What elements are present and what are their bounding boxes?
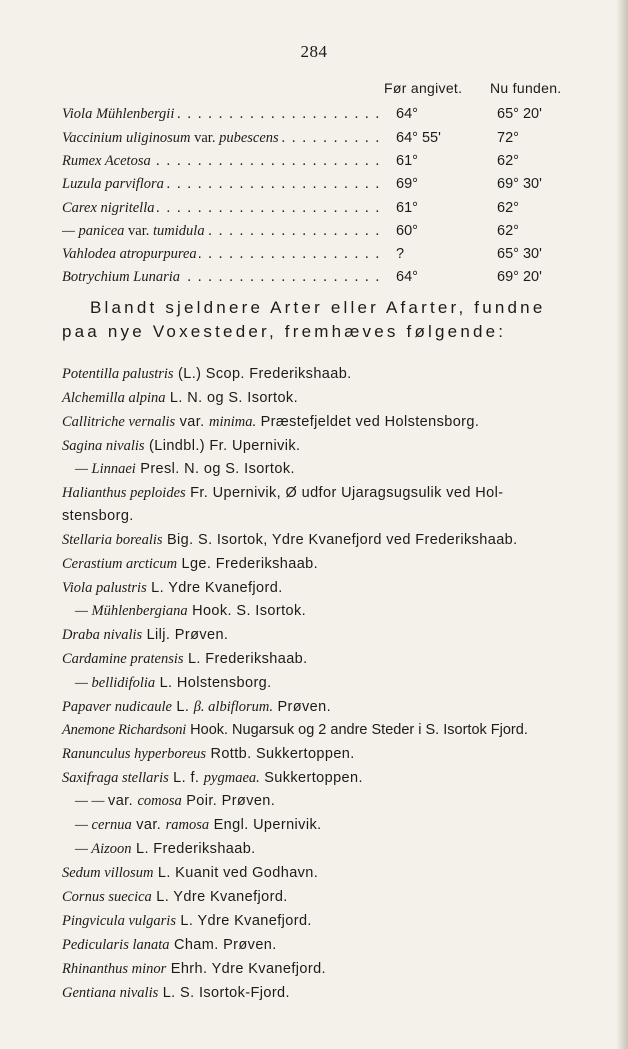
before-value: 61° [396, 200, 418, 216]
variety-name: comosa [137, 793, 182, 809]
list-item [75, 841, 256, 858]
list-item [62, 485, 503, 502]
column-header-now: Nu funden. [490, 80, 562, 96]
locality: Præstefjeldet ved Holstensborg. [256, 414, 480, 430]
species-name: Cerastium arcticum [62, 556, 178, 572]
locality: Sukkertoppen. [259, 770, 363, 786]
authority-locality: Hook. Nugarsuk og 2 andre Steder i S. Isortok Fjord. [186, 722, 528, 738]
authority-locality: (L.) Scop. Frederikshaab. [173, 366, 352, 382]
species-name: Luzula parviflora [62, 176, 164, 192]
list-item [75, 603, 306, 620]
species-name: Cardamine pratensis [62, 651, 184, 667]
list-item [62, 438, 300, 455]
species-name: Stellaria borealis [62, 532, 163, 548]
variety-name: pubescens [219, 130, 279, 146]
species-name: Draba nivalis [62, 627, 143, 643]
list-item [75, 461, 295, 478]
variety-label: var. [190, 130, 220, 146]
page-number: 284 [300, 42, 328, 61]
now-value: 62° [497, 153, 519, 169]
list-item-continuation [62, 508, 134, 525]
authority-locality: L. Kuanit ved Godhavn. [153, 865, 319, 881]
variety-name: ramosa [165, 817, 210, 833]
authority-locality: Presl. N. og S. Isortok. [135, 461, 295, 477]
authority-locality: L. Ydre Kvanefjord. [151, 889, 288, 905]
list-item [62, 627, 228, 644]
locality: Prøven. [273, 699, 332, 715]
before-value: ? [396, 246, 405, 262]
authority-locality: Lge. Frederikshaab. [177, 556, 319, 572]
authority-locality: Hook. S. Isortok. [187, 603, 307, 619]
list-item [62, 390, 298, 407]
before-value: 60° [396, 223, 418, 239]
list-item [62, 651, 308, 668]
authority-locality: L. Holstensborg. [155, 675, 272, 691]
species-name: — cernua [75, 817, 132, 833]
authority-locality: var. [108, 793, 138, 809]
variety-name: β. albiflorum. [193, 699, 274, 715]
species-name: Botrychium Lunaria [62, 269, 181, 285]
list-item [62, 366, 352, 383]
now-value: 62° [497, 200, 519, 216]
list-item [62, 913, 312, 930]
authority-locality: Lilj. Prøven. [142, 627, 229, 643]
before-value: 61° [396, 153, 418, 169]
variety-name: tumidula [153, 223, 205, 239]
before-value: 69° [396, 176, 418, 192]
table-row [0, 176, 628, 198]
list-item [62, 865, 318, 882]
authority-locality: L. N. og S. Isortok. [165, 390, 299, 406]
authority-locality: (Lindbl.) Fr. Upernivik. [144, 438, 301, 454]
species-name: Callitriche vernalis [62, 414, 176, 430]
authority-locality: L. Ydre Kvanefjord. [175, 913, 312, 929]
list-item [62, 414, 479, 431]
table-row [0, 130, 628, 152]
authority-locality: L. Frederikshaab. [183, 651, 308, 667]
authority-locality: Cham. Prøven. [169, 937, 277, 953]
before-value: 64° 55' [396, 130, 441, 146]
authority-locality: L. S. Isortok-Fjord. [158, 985, 290, 1001]
species-name: Papaver nudicaule [62, 699, 172, 715]
list-item [62, 580, 283, 597]
variety-label: var. [124, 223, 154, 239]
species-name: — bellidifolia [75, 675, 156, 691]
list-item [75, 793, 275, 810]
species-name: Saxifraga stellaris [62, 770, 169, 786]
now-value: 65° 20' [497, 106, 542, 122]
species-name: Gentiana nivalis [62, 985, 159, 1001]
table-row [0, 153, 628, 175]
section-heading-line-1: Blandt sjeldnere Arter eller Afarter, fundne [90, 298, 546, 317]
table-row [0, 223, 628, 245]
now-value: 65° 30' [497, 246, 542, 262]
authority-locality: Rottb. Sukkertoppen. [206, 746, 355, 762]
species-name: Viola palustris [62, 580, 147, 596]
species-name: Potentilla palustris [62, 366, 174, 382]
column-header-before: Før angivet. [384, 80, 463, 96]
species-name: Cornus suecica [62, 889, 152, 905]
species-name: — panicea [62, 223, 125, 239]
species-name: Ranunculus hyperboreus [62, 746, 207, 762]
list-item [62, 556, 318, 573]
species-name: — Linnaei [75, 461, 136, 477]
authority-locality: L. [171, 699, 194, 715]
species-name: Sedum villosum [62, 865, 154, 881]
table-row [0, 246, 628, 268]
variety-name: pygmaea. [203, 770, 260, 786]
species-name: — — [75, 793, 109, 809]
species-name: Pedicularis lanata [62, 937, 170, 953]
authority-locality: Fr. Upernivik, Ø udfor Ujaragsugsulik ved Hol- [185, 485, 504, 501]
list-item [62, 985, 290, 1002]
list-item [62, 699, 331, 716]
section-heading-line-2: paa nye Voxesteder, fremhæves følgende: [62, 322, 507, 341]
species-name: Rhinanthus minor [62, 961, 167, 977]
list-item [75, 675, 272, 692]
species-name: Sagina nivalis [62, 438, 145, 454]
species-name: Rumex Acetosa [62, 153, 151, 169]
now-value: 69° 30' [497, 176, 542, 192]
before-value: 64° [396, 269, 418, 285]
table-row [0, 106, 628, 128]
species-name: Viola Mühlenbergii [62, 106, 175, 122]
species-name: Vaccinium uliginosum [62, 130, 191, 146]
now-value: 62° [497, 223, 519, 239]
authority-locality: L. Ydre Kvanefjord. [146, 580, 283, 596]
locality: stensborg. [62, 508, 134, 524]
now-value: 69° 20' [497, 269, 542, 285]
species-name: — Mühlenbergiana [75, 603, 188, 619]
list-item [62, 961, 326, 978]
species-name: — Aizoon [75, 841, 132, 857]
authority-locality: var. [131, 817, 166, 833]
authority-locality: L. f. [168, 770, 204, 786]
authority-locality: var. [175, 414, 210, 430]
locality: Poir. Prøven. [181, 793, 276, 809]
list-item [62, 746, 355, 763]
list-item [62, 532, 518, 549]
species-name: Alchemilla alpina [62, 390, 166, 406]
before-value: 64° [396, 106, 418, 122]
list-item [62, 770, 363, 787]
species-name: Carex nigritella [62, 200, 155, 216]
species-name: Anemone Richardsoni [62, 722, 187, 738]
list-item [75, 817, 322, 834]
list-item [62, 937, 277, 954]
species-name: Vahlodea atropurpurea [62, 246, 197, 262]
species-name: Halianthus peploides [62, 485, 186, 501]
locality: Engl. Upernivik. [209, 817, 322, 833]
authority-locality: Ehrh. Ydre Kvanefjord. [166, 961, 326, 977]
authority-locality: Big. S. Isortok, Ydre Kvanefjord ved Frederikshaab. [162, 532, 518, 548]
authority-locality: L. Frederikshaab. [131, 841, 256, 857]
species-name: Pingvicula vulgaris [62, 913, 176, 929]
list-item [62, 722, 528, 739]
table-row [0, 269, 628, 291]
list-item [62, 889, 288, 906]
table-row [0, 200, 628, 222]
variety-name: minima. [209, 414, 257, 430]
now-value: 72° [497, 130, 519, 146]
